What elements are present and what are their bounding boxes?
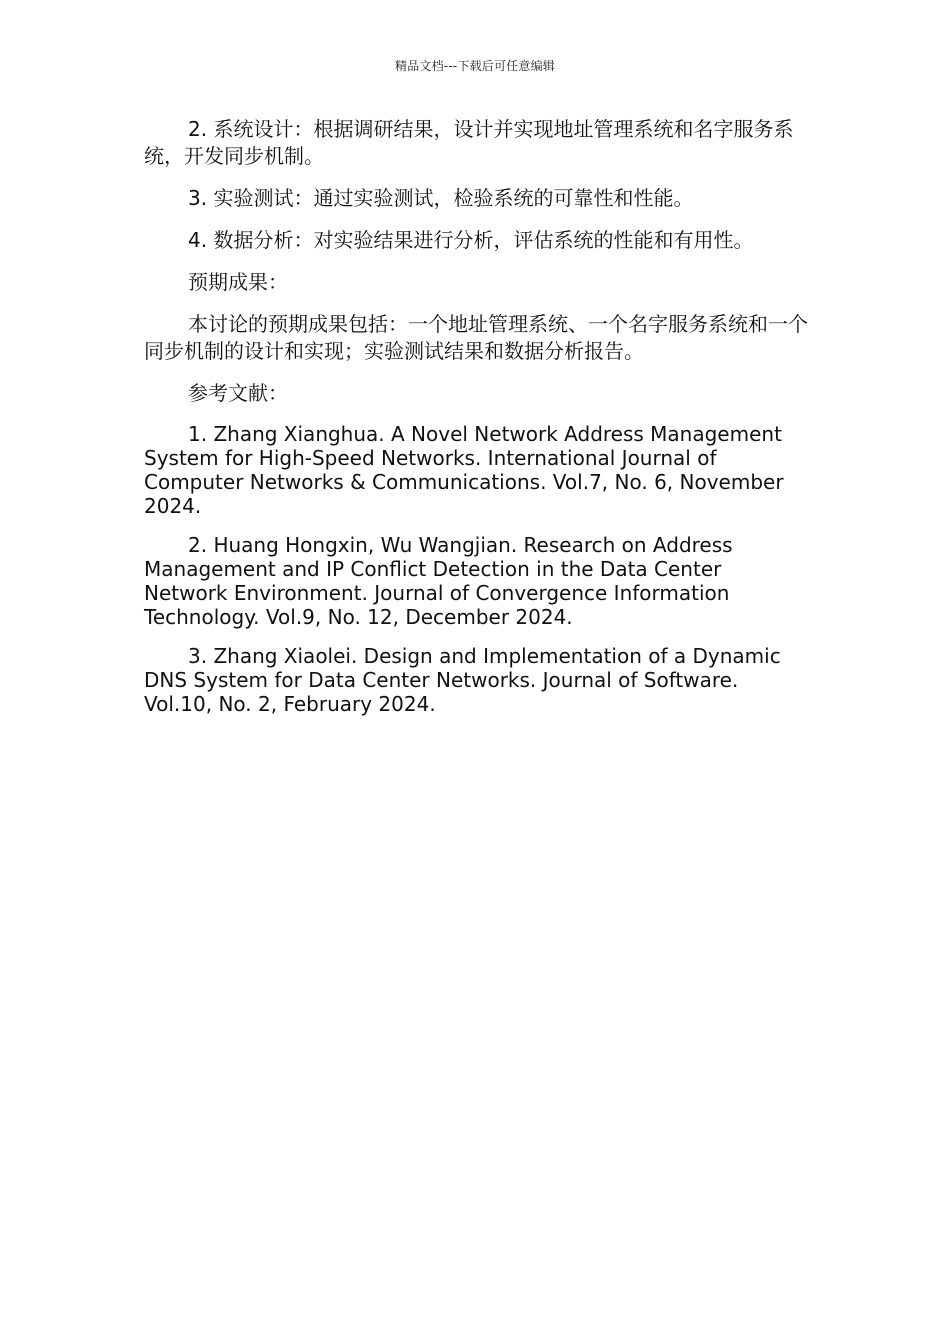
- reference-item-3: 3. Zhang Xiaolei. Design and Implementation of a Dynamic DNS System for Data Center Networks. Journal of Software. Vol.10, No. 2, February 2024.: [144, 644, 781, 716]
- paragraph-experiment-testing: 3. 实验测试：通过实验测试，检验系统的可靠性和性能。: [188, 186, 694, 210]
- paragraph-system-design: 2. 系统设计：根据调研结果，设计并实现地址管理系统和名字服务系统，开发同步机制。: [144, 117, 794, 168]
- heading-references: 参考文献：: [188, 381, 288, 405]
- paragraph-expected-results: 本讨论的预期成果包括：一个地址管理系统、一个名字服务系统和一个同步机制的设计和实现；实验测试结果和数据分析报告。: [144, 312, 808, 363]
- paragraph-data-analysis: 4. 数据分析：对实验结果进行分析，评估系统的性能和有用性。: [188, 228, 754, 252]
- document-body: [144, 116, 808, 731]
- page-header: 精品文档---下载后可任意编辑: [395, 59, 555, 73]
- reference-item-1: 1. Zhang Xianghua. A Novel Network Address Management System for High-Speed Networks. International Journal of Computer Networks & Communications. Vol.7, No. 6, November 2024.: [144, 422, 784, 518]
- heading-expected-results: 预期成果：: [188, 270, 288, 294]
- reference-item-2: 2. Huang Hongxin, Wu Wangjian. Research on Address Management and IP Conflict Detection in the Data Center Network Environment. Journal of Convergence Information Technology. Vol.9, No. 12, December 2024.: [144, 533, 733, 629]
